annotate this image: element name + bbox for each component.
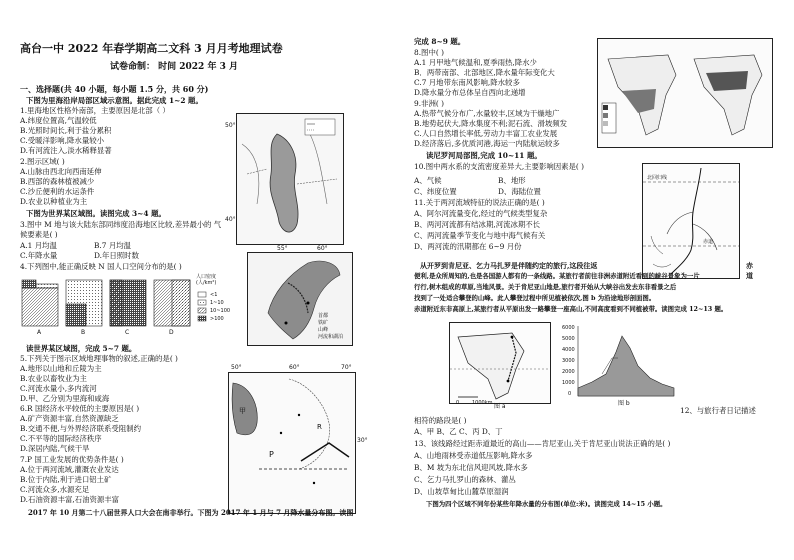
intro-q14-15: 下图为四个区域不同年份某些年降水量的分布图(单位:米)。读图完成 14~15 小题。 [426,500,667,508]
q6-option-d: D.深居内陆,气候干旱 [20,444,90,453]
profile-axis-2000: 2000 [562,369,575,375]
legend-lt1: <1 [210,292,218,298]
chart-label-c: C [125,329,130,336]
central-lat-30: 30° [357,437,368,444]
question-3-cont: 的 气 [204,220,222,229]
legend-1-10: 1~10 [210,300,224,306]
africa-route-map [449,322,551,410]
question-9: 9.非洲( ) [414,99,444,108]
population-density-charts [22,274,238,340]
nile-tropic-label: 北回归线 [647,175,668,181]
question-4: 4.下列图中,能正确反映 N 国人口空间分布的是( ) [20,262,182,271]
q13-option-d: D、山坡草甸比山麓草原湿润 [414,487,509,496]
caspian-lon-55: 55° [277,245,288,252]
q9-option-b: B.地势起伏大,降水集度不利;泥石流、滑坡频发 [414,119,568,128]
density-legend-title: 人口密度 (人/km²) [196,274,217,286]
q11-option-a: A、阿尔河流量变化,经过的气候类型复杂 [414,209,548,218]
profile-axis-1000: 1000 [562,380,575,386]
q2-option-c: C.沙丘便利的水运条件 [20,187,95,196]
chart-d [154,280,190,326]
q9-option-a: A.热带气候分布广,水量较丰,区域为干燥地广 [414,109,560,118]
q1-option-b: B.光照时间长,利于盐分累积 [20,126,112,135]
profile-axis-5000: 5000 [562,336,575,342]
central-label-p: P [269,450,274,459]
q10-option-d: D、海陆位置 [498,187,541,196]
q2-option-d: D.农业以种植业为主 [20,197,88,206]
q5-option-c: C.河流水量小,多内流河 [20,384,97,393]
central-lon-70: 70° [341,364,352,371]
chart-a [22,280,58,326]
exam-title: 高台一中 2022 年春学期高二文科 3 月月考地理试卷 [20,42,283,55]
question-11: 11.关于两河流域特征的说法正确的是( ) [414,198,545,207]
central-lon-50: 50° [231,364,242,371]
central-lon-60: 60° [289,364,300,371]
q3-option-b: B.7 月均温 [94,241,132,250]
scale-end: 1000km [472,400,493,406]
intro-q8-9: 完成 8~9 题。 [414,37,466,46]
q1-option-c: C.受暖洋影响,降水量较小 [20,136,104,145]
passage-line-4: 找到了一处适合攀登的山峰。此人攀登过程中所见植被依次,图 b 为沿途地形剖面图。 [414,294,656,302]
q12-options: A、甲 B、乙 C、丙 D、丁 [414,427,503,436]
chart-label-b: B [81,329,86,336]
q10-option-c: C、纬度位置 [414,187,457,196]
section1-footer: 2017 年 10 月第二十八届世界人口大会在南非举行。下图为 2017 年 1 月与 7 月降水量分布图。读图 [28,508,354,517]
q13-option-b: B、M 坡为东北信风迎风坡,降水多 [414,463,528,472]
q9-option-c: C.人口自然增长率低,劳动力丰富工农业发展 [414,129,558,138]
exam-subtitle: 试卷命制： 时间 2022 年 3 月 [110,62,238,72]
legend-10-100: 10~100 [210,308,231,314]
central-asia-map-graphic [229,373,355,513]
passage-line-5: 赤道附近东非高原上,某旅行者从平原出发一路攀登一座高山,不同高度看到不同植被带。读图完成 12~13 题。 [414,305,728,313]
chart-label-a: A [37,329,42,336]
caspian-lat-40: 40° [225,216,236,223]
scandinavia-map [247,252,353,346]
question-12: 相符的路段是( ) [414,416,467,425]
central-label-r: R [317,423,322,431]
q8-option-c: C.7 月地带东南风影响,降水较多 [414,78,520,87]
q5-option-b: B.农业以畜牧业为主 [20,374,87,383]
profile-axis-0: 0 [568,391,572,397]
legend-gt100: >100 [210,316,224,322]
passage-right-1: 赤 [746,261,753,270]
central-asia-map [228,364,368,514]
q8-option-d: D.降水量分布总体呈自西向北递增 [414,88,526,97]
profile-axis-3000: 3000 [562,358,575,364]
q1-option-a: A.纬度位置高,气温较低 [20,116,97,125]
question-2: 2.图示区域( ) [20,157,65,166]
q5-option-d: D.甲、乙分别为里海和咸海 [20,394,110,403]
q3-option-a: A.1 月均温 [20,241,57,250]
q11-option-b: B、两河河流都有结冰期,河流冰期不长 [414,220,541,229]
passage-line-3: 行行,树木组成的草原,当地风景。关于肯尼亚山地是,旅行者开始从大峡谷出发去东非看景之后 [414,283,677,291]
q1-option-d: D.有河流注入,淡水稀释显著 [20,146,112,155]
q9-option-d: D.经济落后,多优质河港,海运一内陆航运较多 [414,139,560,148]
terrain-profile-graphic [562,322,678,402]
intro-q5-7: 读世界某区域图，完成 5~7 题。 [26,344,137,353]
scandinavia-legend [318,313,350,341]
africa-precip-maps [597,38,773,148]
scale-start: 0 [456,400,460,406]
q2-option-a: A.山脉由西北向西南延伸 [20,167,102,176]
caspian-lon-60: 60° [317,245,328,252]
q6-option-b: B.交通不便,与外界经济联系受阻制约 [20,424,141,433]
q10-option-a: A、气候 [414,176,442,185]
passage-line-2: 便利,是众所周知的,也是各国游人都有的一条线路。某旅行者前往非洲赤道附近看到的峡谷景象为一片 [414,272,700,280]
question-5: 5.下列关于图示区域地理事物的叙述,正确的是( ) [20,354,178,363]
q6-option-a: A.矿产资源丰富,自然资源缺乏 [20,414,119,423]
legend-capital: 首都 [318,313,329,319]
section1-heading: 一、选择题(共 40 小题，每小题 1.5 分，共 60 分) [20,84,209,94]
caspian-map [225,113,344,252]
intro-q1-2: 下图为里海沿岸局部区域示意图。据此完成 1~2 题。 [26,96,203,105]
question-3: 3.图中 M 地与该大陆东部同纬度沿海地区比较,差异最小 [20,220,205,229]
q10-option-b: B、地形 [498,176,526,185]
chart-c [110,280,146,326]
terrain-profile [562,322,678,407]
q5-option-a: A.地形以山地和丘陵为主 [20,364,102,373]
question-3-cont2: 候要素是( ) [20,230,58,239]
profile-axis-6000: 6000 [562,325,575,331]
profile-axis-4000: 4000 [562,347,575,353]
q3-option-c: C.年降水量 [20,251,58,260]
question-7: 7.P 国工业发展的优势条件是( ) [20,455,124,464]
question-8: 8.图中( ) [414,48,444,57]
q6-option-c: C.不平等的国际经济秩序 [20,434,102,443]
fig-a-label: 图 a [494,403,506,410]
q7-option-a: A.位于两河流域,灌溉农业发达 [20,465,119,474]
passage-line-1: 从开罗到肯尼亚、乞力马扎罗是伴随约定的旅行,这段往返 [420,261,598,270]
legend-river: 河流和湖泊 [318,334,344,340]
q11-option-d: D、两河流的汛期都在 6~9 月份 [414,242,522,251]
q13-option-a: A、山地雨林受赤道低压影响,降水多 [414,451,533,460]
question-12-tail: 12、与旅行者日记描述 [680,406,756,415]
q7-option-c: C.河流众多,水源充足 [20,485,90,494]
question-1: 1.里海地区性格外南部，主要原因是北部（ ） [20,106,170,115]
africa-precip-graphic [598,39,772,147]
africa-route-graphic [450,323,550,403]
q8-option-a: A.1 月甲地气候温和,夏季雨热,降水少 [414,58,537,67]
q8-option-b: B．两带南部、北部地区,降水量年际变化大 [414,68,555,77]
q7-option-b: B.位于内陆,利于进口铝土矿 [20,475,112,484]
question-10: 10.图中两水系的支流密度差异大,主要影响因素是( ) [414,162,585,171]
fig-b-label: 图 b [618,400,630,407]
intro-q3-4: 下图为世界某区域图。读图完成 3~4 题。 [26,209,166,218]
central-label-jia: 甲 [239,407,246,415]
chart-b [66,280,102,326]
q2-option-b: B.西部的森林植被减少 [20,177,95,186]
caspian-lat-50: 50° [225,122,236,129]
passage-right-2: 道 [746,271,753,280]
intro-q10-11: 读尼罗河局部图,完成 10~11 题。 [426,151,542,160]
nile-equator-label: 赤道 [703,239,714,245]
chart-label-d: D [169,329,174,336]
legend-iron: 铁矿 [318,320,329,326]
question-6: 6.R 国经济水平较低的主要原因是( ) [20,404,140,413]
q13-option-c: C、乞力马扎罗山的森林、灌丛 [414,475,516,484]
q7-option-d: D.石油资源丰富,石油资源丰富 [20,495,120,504]
nile-map [642,163,740,279]
legend-peak: 山峰 [318,327,329,333]
caspian-map-graphic [237,114,343,244]
q11-option-c: C、两河流量季节变化与地中海气候有关 [414,231,546,240]
question-13: 13、该线路经过距赤道最近的高山——肯尼亚山,关于肯尼亚山说法正确的是( ) [414,439,671,448]
density-legend [198,292,206,321]
q3-option-d: D.年日照时数 [94,251,139,260]
